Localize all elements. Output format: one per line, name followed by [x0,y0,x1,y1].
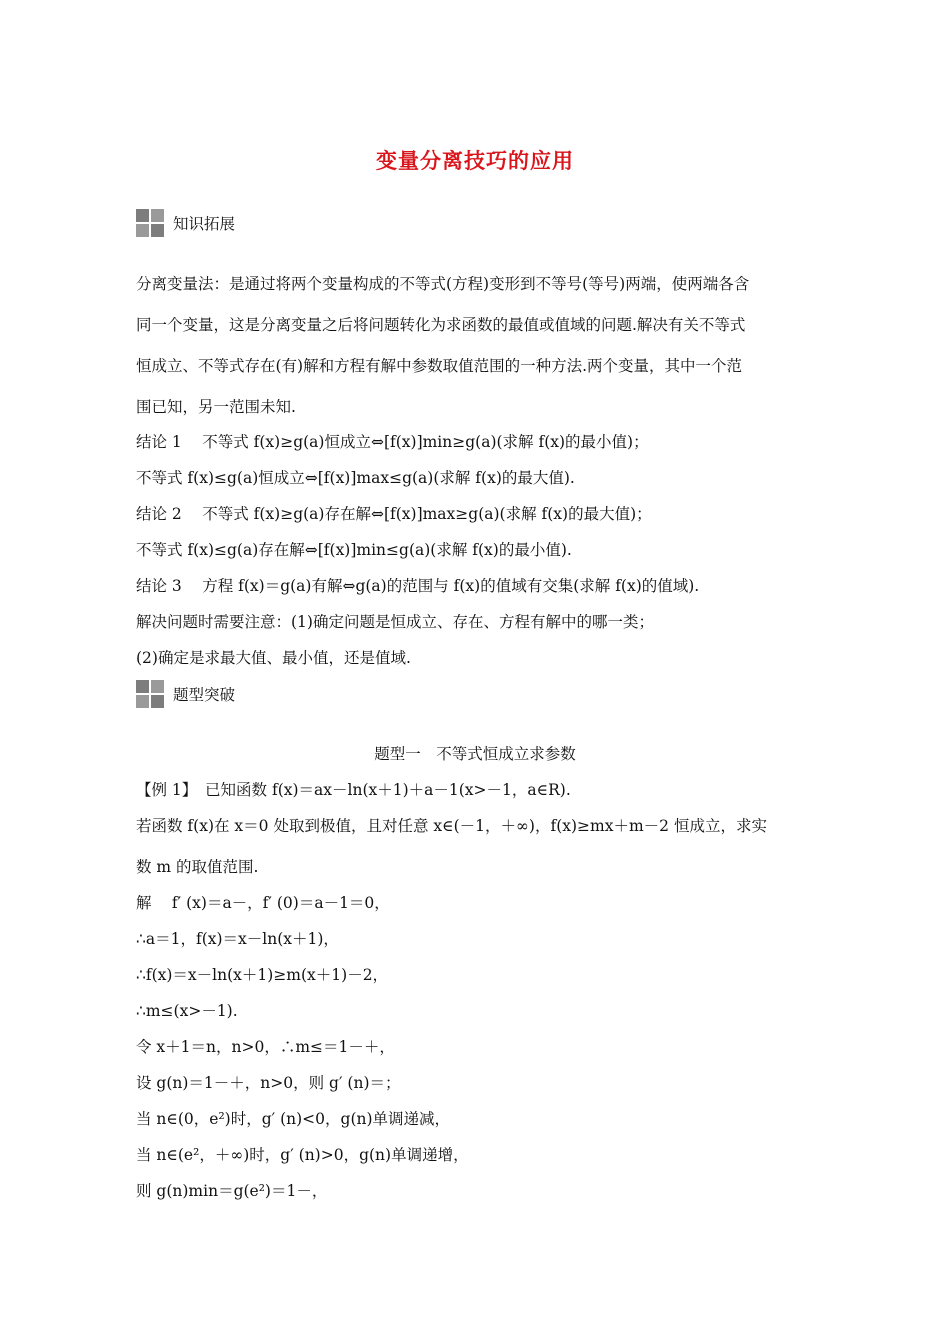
solution-line: 则 g(n)min＝g(e²)＝1－， [136,1182,328,1200]
solution-line: 当 n∈(0，e²)时，g′ (n)<0，g(n)单调递减， [136,1110,451,1128]
solution-line: ∴f(x)＝x－ln(x＋1)≥m(x＋1)－2， [136,966,389,984]
text-line: 分离变量法：是通过将两个变量构成的不等式(方程)变形到不等号(等号)两端，使两端各含 [136,275,750,293]
conclusion-line: 不等式 f(x)≤g(a)存在解⇔[f(x)]min≤g(a)(求解 f(x)的最小值). [136,541,572,559]
example-line: 【例 1】 已知函数 f(x)＝ax－ln(x＋1)＋a－1(x>－1，a∈R). [136,781,571,799]
solution-line: ∴m≤(x>－1). [136,1002,238,1020]
text-line: 围已知，另一范围未知. [136,398,296,416]
grid-icon [136,680,164,708]
conclusion-line: 结论 3 方程 f(x)＝g(a)有解⇔g(a)的范围与 f(x)的值域有交集(求解 f(x)的值域). [136,577,700,595]
text-line: (2)确定是求最大值、最小值，还是值域. [136,649,411,667]
solution-line: 设 g(n)＝1－＋，n>0，则 g′ (n)＝； [136,1074,401,1092]
section-label: 题型突破 [173,686,236,704]
text-line: 解决问题时需要注意：(1)确定问题是恒成立、存在、方程有解中的哪一类； [136,613,654,631]
solution-line: ∴a＝1，f(x)＝x－ln(x＋1)， [136,930,339,948]
section-label: 知识拓展 [173,215,236,233]
text-line: 若函数 f(x)在 x＝0 处取到极值，且对任意 x∈(－1，＋∞)，f(x)≥mx＋m－2 恒成立，求实 [136,817,767,835]
text-line: 数 m 的取值范围. [136,858,259,876]
section-header-knowledge [136,209,235,237]
type-heading: 题型一 不等式恒成立求参数 [374,745,576,763]
conclusion-line: 结论 2 不等式 f(x)≥g(a)存在解⇔[f(x)]max≥g(a)(求解 f(x)的最大值)； [136,505,652,523]
section-header-types [136,680,235,708]
solution-line: 解 f′ (x)＝a－，f′ (0)＝a－1＝0， [136,894,390,912]
solution-line: 令 x＋1＝n，n>0，∴m≤＝1－＋， [136,1038,395,1056]
grid-icon [136,209,164,237]
text-line: 恒成立、不等式存在(有)解和方程有解中参数取值范围的一种方法.两个变量，其中一个范 [136,357,743,375]
solution-line: 当 n∈(e²，＋∞)时，g′ (n)>0，g(n)单调递增， [136,1146,469,1164]
page-title: 变量分离技巧的应用 [376,148,574,173]
conclusion-line: 结论 1 不等式 f(x)≥g(a)恒成立⇔[f(x)]min≥g(a)(求解 f(x)的最小值)； [136,433,649,451]
conclusion-line: 不等式 f(x)≤g(a)恒成立⇔[f(x)]max≤g(a)(求解 f(x)的最大值). [136,469,575,487]
text-line: 同一个变量，这是分离变量之后将问题转化为求函数的最值或值域的问题.解决有关不等式 [136,316,746,334]
